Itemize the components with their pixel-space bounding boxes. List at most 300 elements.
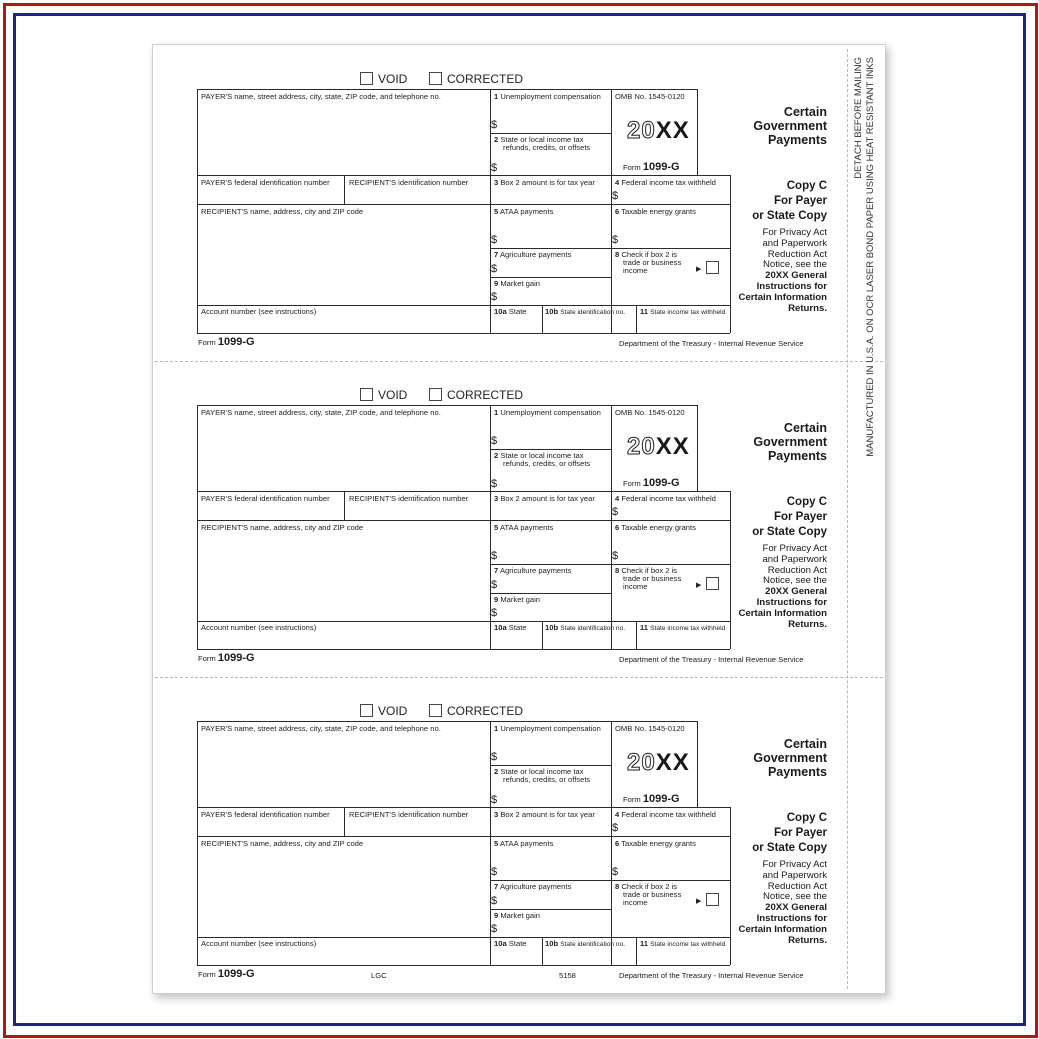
- title-line3: Payments: [767, 449, 827, 463]
- box5-label: ATAA payments: [499, 523, 554, 532]
- grid-line: [490, 248, 730, 249]
- box7-field[interactable]: [503, 892, 609, 908]
- form-footer-name: [198, 337, 255, 348]
- form-number: 1099-G: [642, 477, 680, 489]
- payer-tin-field[interactable]: [198, 187, 342, 203]
- title-line2: Government: [753, 751, 827, 765]
- box9-field[interactable]: [503, 604, 609, 620]
- corrected-checkbox[interactable]: [429, 388, 442, 401]
- box10a-field[interactable]: [492, 948, 541, 964]
- box3-label: Box 2 amount is for tax year: [500, 810, 595, 819]
- payer-name-label: PAYER'S name, street address, city, state, ZIP code, and telephone no.: [201, 408, 441, 417]
- notice-line: Returns.: [788, 618, 827, 630]
- grid-line: [542, 621, 543, 649]
- box2-line2: refunds, credits, or offsets: [503, 775, 591, 784]
- footer-code-number: 5158: [559, 971, 576, 980]
- box9-label: Market gain: [500, 911, 541, 920]
- notice-line: Returns.: [788, 934, 827, 946]
- grid-line: [490, 765, 611, 766]
- detach-text: DETACH BEFORE MAILING: [853, 57, 864, 179]
- form-word: Form: [623, 163, 641, 172]
- void-option[interactable]: [360, 388, 407, 402]
- void-label: VOID: [378, 72, 408, 86]
- grid-line: [490, 593, 611, 594]
- box9-number: 9: [494, 595, 499, 604]
- box11-number: 11: [640, 623, 649, 632]
- box3-number: 3: [494, 810, 499, 819]
- box8-line1: Check if box 2 is: [621, 566, 678, 575]
- box11-field[interactable]: [638, 948, 729, 964]
- notice-line: Instructions for: [756, 280, 827, 292]
- box5-field[interactable]: [503, 217, 609, 247]
- account-field[interactable]: [198, 948, 488, 964]
- box10a-label: State: [508, 307, 527, 316]
- arrow-icon: ▶: [696, 898, 702, 905]
- form-word: Form: [623, 795, 641, 804]
- title-line3: Payments: [767, 765, 827, 779]
- side-margin-text: [853, 57, 883, 507]
- box8-line2: trade or business: [623, 890, 682, 899]
- box8-line3: income: [623, 582, 648, 591]
- grid-line: [490, 133, 611, 134]
- recipient-tin-field[interactable]: [346, 503, 488, 519]
- box10b-number: 10b: [545, 939, 559, 948]
- box5-field[interactable]: [503, 849, 609, 879]
- privacy-notice: [713, 228, 827, 314]
- box11-field[interactable]: [638, 632, 729, 648]
- omb-number: OMB No. 1545-0120: [615, 92, 685, 101]
- notice-line: 20XX General: [765, 902, 827, 914]
- box5-dollar: $: [491, 550, 498, 562]
- box1-number: 1: [494, 92, 499, 101]
- copy-designation: [713, 811, 827, 856]
- box1-number: 1: [494, 724, 499, 733]
- copy-line3: or State Copy: [752, 210, 827, 222]
- box3-field[interactable]: [492, 503, 610, 519]
- box7-dollar: $: [491, 895, 498, 907]
- corrected-checkbox[interactable]: [429, 72, 442, 85]
- copy-line1: Copy C: [786, 496, 827, 508]
- box8-checkbox[interactable]: [706, 577, 719, 590]
- arrow-icon: ▶: [696, 582, 702, 589]
- box7-label: Agriculture payments: [499, 882, 572, 891]
- copy-line1: Copy C: [786, 812, 827, 824]
- form-number: 1099-G: [642, 793, 680, 805]
- box1-number: 1: [494, 408, 499, 417]
- grid-line: [636, 621, 637, 649]
- year-prefix: 20: [627, 749, 656, 776]
- box9-field[interactable]: [503, 288, 609, 304]
- grid-line: [344, 175, 345, 204]
- box2-line1: State or local income tax: [500, 135, 584, 144]
- tax-year: [627, 434, 690, 460]
- box9-number: 9: [494, 279, 499, 288]
- notice-line: Certain Information: [738, 607, 827, 619]
- box11-label: State income tax withheld: [650, 309, 726, 316]
- corrected-option[interactable]: [429, 72, 523, 86]
- box10b-label: State identification no.: [560, 309, 626, 316]
- box11-number: 11: [640, 939, 649, 948]
- copy-line2: For Payer: [773, 827, 827, 839]
- grid-line: [197, 305, 730, 306]
- notice-line: and Paperwork: [762, 553, 827, 565]
- account-label: Account number (see instructions): [201, 939, 317, 948]
- box6-number: 6: [615, 839, 620, 848]
- box10b-field[interactable]: [544, 948, 635, 964]
- grid-line: [197, 721, 697, 722]
- department-text: Department of the Treasury - Internal Revenue Service: [619, 655, 804, 664]
- notice-line: For Privacy Act: [762, 227, 827, 238]
- title-line1: Certain: [783, 105, 827, 119]
- grid-line: [197, 89, 697, 90]
- box8-line2: trade or business: [623, 258, 682, 267]
- grid-line: [490, 277, 611, 278]
- copy-designation: [713, 495, 827, 540]
- box6-dollar: $: [612, 550, 619, 562]
- grid-line: [197, 649, 730, 650]
- copy-line3: or State Copy: [752, 526, 827, 538]
- form-title: [713, 421, 827, 463]
- title-line3: Payments: [767, 133, 827, 147]
- notice-line: Certain Information: [738, 291, 827, 303]
- notice-line: and Paperwork: [762, 869, 827, 881]
- payer-tin-label: PAYER'S federal identification number: [201, 810, 330, 819]
- grid-line: [697, 89, 698, 175]
- void-option[interactable]: [360, 72, 407, 86]
- box10b-field[interactable]: [544, 632, 635, 648]
- box10b-number: 10b: [545, 307, 559, 316]
- omb-form-name: [623, 794, 680, 805]
- year-suffix: XX: [655, 433, 690, 460]
- department-text: Department of the Treasury - Internal Revenue Service: [619, 971, 804, 980]
- box9-label: Market gain: [500, 279, 541, 288]
- grid-line: [611, 405, 612, 649]
- box8-checkbox[interactable]: [706, 261, 719, 274]
- corrected-label: CORRECTED: [447, 704, 524, 718]
- form-number: 1099-G: [217, 652, 255, 664]
- grid-line: [197, 937, 730, 938]
- recipient-name-label: RECIPIENT'S name, address, city and ZIP code: [201, 207, 364, 216]
- form-number: 1099-G: [217, 968, 255, 980]
- notice-line: Instructions for: [756, 596, 827, 608]
- recipient-tin-field[interactable]: [346, 187, 488, 203]
- notice-line: Notice, see the: [763, 891, 827, 903]
- form-footer-name: [198, 969, 255, 980]
- corrected-label: CORRECTED: [447, 388, 524, 402]
- box1-label: Unemployment compensation: [500, 92, 601, 101]
- box6-number: 6: [615, 207, 620, 216]
- grid-line: [636, 305, 637, 333]
- box1-dollar: $: [491, 751, 498, 763]
- box2-number: 2: [494, 767, 499, 776]
- corrected-label: CORRECTED: [447, 72, 524, 86]
- payer-tin-label: PAYER'S federal identification number: [201, 178, 330, 187]
- omb-number: OMB No. 1545-0120: [615, 724, 685, 733]
- payer-name-field[interactable]: [198, 418, 488, 490]
- account-label: Account number (see instructions): [201, 623, 317, 632]
- grid-line: [197, 405, 697, 406]
- form-footer-name: [198, 653, 255, 664]
- box5-number: 5: [494, 523, 499, 532]
- box1-label: Unemployment compensation: [500, 724, 601, 733]
- box6-dollar: $: [612, 234, 619, 246]
- box1-field[interactable]: [503, 102, 609, 132]
- box4-dollar: $: [612, 190, 619, 202]
- box5-field[interactable]: [503, 533, 609, 563]
- notice-line: For Privacy Act: [762, 543, 827, 554]
- box7-field[interactable]: [503, 576, 609, 592]
- grid-line: [490, 449, 611, 450]
- void-label: VOID: [378, 388, 408, 402]
- grid-line: [197, 965, 730, 966]
- grid-line: [490, 564, 730, 565]
- box5-number: 5: [494, 839, 499, 848]
- box9-dollar: $: [491, 607, 498, 619]
- notice-line: For Privacy Act: [762, 859, 827, 870]
- notice-line: Reduction Act: [767, 564, 827, 576]
- form-copy-3: [153, 677, 847, 993]
- payer-name-label: PAYER'S name, street address, city, state, ZIP code, and telephone no.: [201, 724, 441, 733]
- box7-number: 7: [494, 882, 499, 891]
- grid-line: [197, 204, 730, 205]
- box10b-field[interactable]: [544, 316, 635, 332]
- payer-tin-field[interactable]: [198, 819, 342, 835]
- box10b-label: State identification no.: [560, 625, 626, 632]
- account-field[interactable]: [198, 632, 488, 648]
- account-label: Account number (see instructions): [201, 307, 317, 316]
- copy-line1: Copy C: [786, 180, 827, 192]
- box11-field[interactable]: [638, 316, 729, 332]
- box10a-number: 10a: [494, 623, 507, 632]
- tax-year: [627, 118, 690, 144]
- box8-line1: Check if box 2 is: [621, 882, 678, 891]
- box4-label: Federal income tax withheld: [621, 810, 716, 819]
- box1-field[interactable]: [503, 734, 609, 764]
- arrow-icon: ▶: [696, 266, 702, 273]
- notice-line: 20XX General: [765, 270, 827, 282]
- form-word: Form: [198, 654, 216, 663]
- box5-label: ATAA payments: [499, 207, 554, 216]
- payer-tin-label: PAYER'S federal identification number: [201, 494, 330, 503]
- box10a-field[interactable]: [492, 316, 541, 332]
- box10a-field[interactable]: [492, 632, 541, 648]
- box8-number: 8: [615, 250, 620, 259]
- grid-line: [344, 491, 345, 520]
- payer-name-label: PAYER'S name, street address, city, state, ZIP code, and telephone no.: [201, 92, 441, 101]
- form-number: 1099-G: [217, 336, 255, 348]
- box4-label: Federal income tax withheld: [621, 494, 716, 503]
- grid-line: [542, 305, 543, 333]
- notice-line: Instructions for: [756, 912, 827, 924]
- box2-number: 2: [494, 135, 499, 144]
- box7-label: Agriculture payments: [499, 566, 572, 575]
- payer-name-field[interactable]: [198, 102, 488, 174]
- box2-dollar: $: [491, 794, 498, 806]
- grid-line: [611, 721, 612, 965]
- box4-number: 4: [615, 178, 620, 187]
- grid-line: [197, 621, 730, 622]
- tax-year: [627, 750, 690, 776]
- box7-dollar: $: [491, 263, 498, 275]
- box5-dollar: $: [491, 866, 498, 878]
- grid-line: [197, 520, 730, 521]
- box9-dollar: $: [491, 291, 498, 303]
- form-copy-1: [153, 45, 847, 361]
- privacy-notice: [713, 544, 827, 630]
- notice-line: Reduction Act: [767, 248, 827, 260]
- form-title: [713, 105, 827, 147]
- recipient-name-field[interactable]: [198, 533, 488, 620]
- form-copy-2: [153, 361, 847, 677]
- grid-line: [542, 937, 543, 965]
- grid-line: [197, 175, 730, 176]
- box7-number: 7: [494, 566, 499, 575]
- year-suffix: XX: [655, 117, 690, 144]
- omb-number: OMB No. 1545-0120: [615, 408, 685, 417]
- box8-number: 8: [615, 882, 620, 891]
- grid-line: [197, 836, 730, 837]
- box4-number: 4: [615, 810, 620, 819]
- title-line2: Government: [753, 119, 827, 133]
- box5-label: ATAA payments: [499, 839, 554, 848]
- box8-number: 8: [615, 566, 620, 575]
- notice-line: Notice, see the: [763, 259, 827, 271]
- box2-dollar: $: [491, 162, 498, 174]
- box2-line2: refunds, credits, or offsets: [503, 143, 591, 152]
- notice-line: 20XX General: [765, 586, 827, 598]
- recipient-name-label: RECIPIENT'S name, address, city and ZIP code: [201, 523, 364, 532]
- recipient-name-field[interactable]: [198, 217, 488, 304]
- recipient-tin-label: RECIPIENT'S identification number: [349, 810, 469, 819]
- copy-line2: For Payer: [773, 195, 827, 207]
- title-line2: Government: [753, 435, 827, 449]
- box2-line2: refunds, credits, or offsets: [503, 459, 591, 468]
- box8-checkbox[interactable]: [706, 893, 719, 906]
- recipient-name-label: RECIPIENT'S name, address, city and ZIP code: [201, 839, 364, 848]
- manufactured-text: MANUFACTURED IN U.S.A. ON OCR LASER BOND PAPER USING HEAT RESISTANT INKS: [865, 57, 876, 457]
- notice-line: and Paperwork: [762, 237, 827, 249]
- box10b-label: State identification no.: [560, 941, 626, 948]
- box6-label: Taxable energy grants: [621, 523, 696, 532]
- payer-tin-field[interactable]: [198, 503, 342, 519]
- copy-line3: or State Copy: [752, 842, 827, 854]
- form-word: Form: [623, 479, 641, 488]
- recipient-tin-field[interactable]: [346, 819, 488, 835]
- box7-field[interactable]: [503, 260, 609, 276]
- notice-line: Reduction Act: [767, 880, 827, 892]
- notice-line: Notice, see the: [763, 575, 827, 587]
- box2-field[interactable]: [503, 785, 609, 806]
- box2-field[interactable]: [503, 469, 609, 490]
- box4-label: Federal income tax withheld: [621, 178, 716, 187]
- box2-line1: State or local income tax: [500, 451, 584, 460]
- corrected-checkbox[interactable]: [429, 704, 442, 717]
- box9-dollar: $: [491, 923, 498, 935]
- recipient-tin-label: RECIPIENT'S identification number: [349, 178, 469, 187]
- box7-label: Agriculture payments: [499, 250, 572, 259]
- void-checkbox[interactable]: [360, 72, 373, 85]
- box3-field[interactable]: [492, 819, 610, 835]
- omb-form-name: [623, 478, 680, 489]
- form-word: Form: [198, 338, 216, 347]
- box9-number: 9: [494, 911, 499, 920]
- box6-label: Taxable energy grants: [621, 207, 696, 216]
- box5-dollar: $: [491, 234, 498, 246]
- box6-dollar: $: [612, 866, 619, 878]
- form-title: [713, 737, 827, 779]
- box10a-number: 10a: [494, 939, 507, 948]
- form-sheet: [152, 44, 886, 994]
- grid-line: [490, 880, 730, 881]
- copy-line2: For Payer: [773, 511, 827, 523]
- copy-designation: [713, 179, 827, 224]
- box1-label: Unemployment compensation: [500, 408, 601, 417]
- form-number: 1099-G: [642, 161, 680, 173]
- box4-number: 4: [615, 494, 620, 503]
- title-line1: Certain: [783, 737, 827, 751]
- box8-line2: trade or business: [623, 574, 682, 583]
- box7-number: 7: [494, 250, 499, 259]
- grid-line: [197, 333, 730, 334]
- box8-line3: income: [623, 898, 648, 907]
- box9-label: Market gain: [500, 595, 541, 604]
- grid-line: [697, 405, 698, 491]
- void-checkbox[interactable]: [360, 704, 373, 717]
- box10a-label: State: [508, 939, 527, 948]
- form-word: Form: [198, 970, 216, 979]
- department-text: Department of the Treasury - Internal Revenue Service: [619, 339, 804, 348]
- omb-form-name: [623, 162, 680, 173]
- corrected-option[interactable]: [429, 704, 523, 718]
- title-line1: Certain: [783, 421, 827, 435]
- box4-dollar: $: [612, 506, 619, 518]
- box1-field[interactable]: [503, 418, 609, 448]
- void-option[interactable]: [360, 704, 407, 718]
- box10a-label: State: [508, 623, 527, 632]
- box8-line1: Check if box 2 is: [621, 250, 678, 259]
- box2-dollar: $: [491, 478, 498, 490]
- account-field[interactable]: [198, 316, 488, 332]
- box7-dollar: $: [491, 579, 498, 591]
- box6-number: 6: [615, 523, 620, 532]
- box3-label: Box 2 amount is for tax year: [500, 494, 595, 503]
- box10b-number: 10b: [545, 623, 559, 632]
- grid-line: [197, 491, 730, 492]
- box3-field[interactable]: [492, 187, 610, 203]
- grid-line: [490, 909, 611, 910]
- box11-number: 11: [640, 307, 649, 316]
- payer-name-field[interactable]: [198, 734, 488, 806]
- grid-line: [636, 937, 637, 965]
- void-checkbox[interactable]: [360, 388, 373, 401]
- corrected-option[interactable]: [429, 388, 523, 402]
- grid-line: [611, 89, 612, 333]
- footer-code-lgc: LGC: [371, 971, 387, 980]
- box8-line3: income: [623, 266, 648, 275]
- year-prefix: 20: [627, 117, 656, 144]
- year-suffix: XX: [655, 749, 690, 776]
- recipient-name-field[interactable]: [198, 849, 488, 936]
- notice-line: Returns.: [788, 302, 827, 314]
- grid-line: [344, 807, 345, 836]
- recipient-tin-label: RECIPIENT'S identification number: [349, 494, 469, 503]
- box1-dollar: $: [491, 435, 498, 447]
- box9-field[interactable]: [503, 920, 609, 936]
- box3-number: 3: [494, 494, 499, 503]
- box2-field[interactable]: [503, 153, 609, 174]
- privacy-notice: [713, 860, 827, 946]
- box11-label: State income tax withheld: [650, 625, 726, 632]
